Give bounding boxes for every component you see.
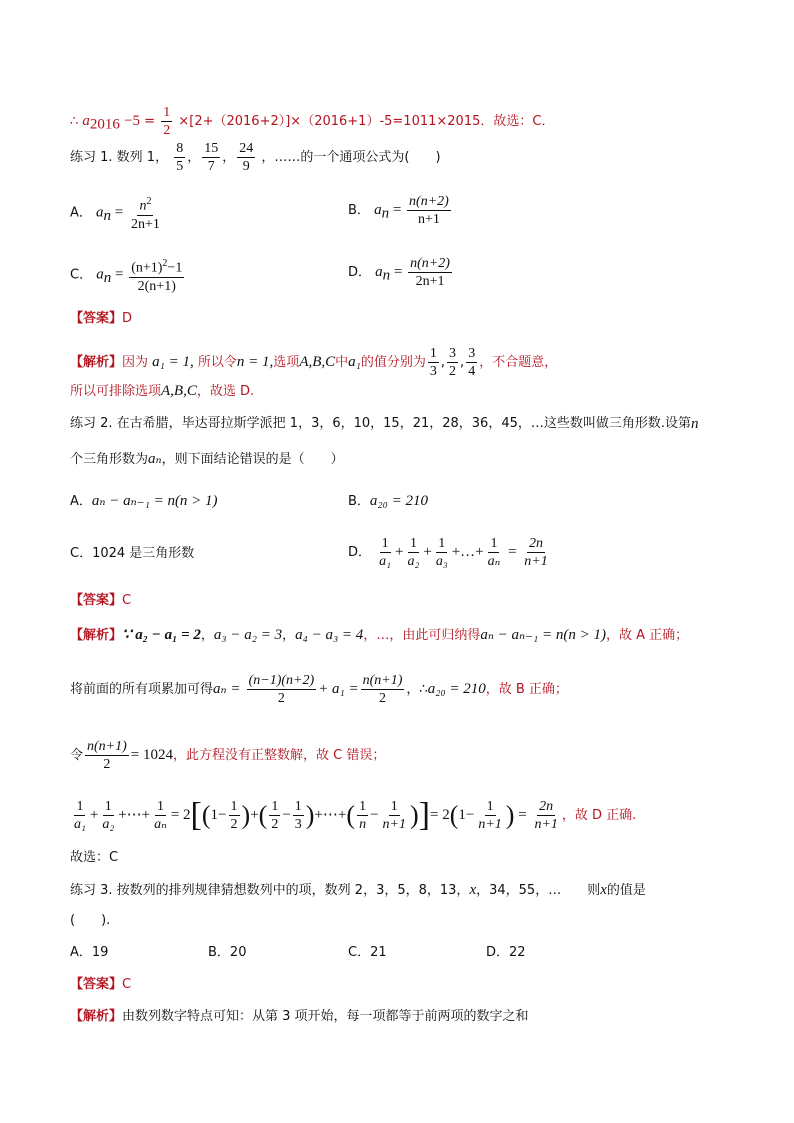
math-minus: −5 bbox=[124, 113, 141, 129]
conclusion-text: ×[2+（2016+2）]×（2016+1）-5=1011×2015．故选：C． bbox=[178, 114, 555, 129]
exercise-3-stem-2: ( ). bbox=[70, 913, 111, 928]
ex2-explanation-2: 将前面的所有项累加可得aₙ = $\frac{(n-1)(n+2)}{2}$ + a₁ = $\frac{n(n+1)}{2}$ ，∴a₂₀ = 210，故 B 正确； bbox=[70, 673, 568, 706]
ex1-option-c: C． $a_n$ = $\frac{(n+1)^2-1}{2(n+1)}$ bbox=[70, 255, 186, 295]
ex1-option-a: A． $a_n$ = $\frac{n^2}{2n+1}$ bbox=[70, 193, 164, 233]
ex2-final: 故选：C bbox=[70, 850, 119, 865]
ex2-explanation-4: $\frac{1}{\text{a₁}}$ + $\frac{1}{\text{a₂}}$ +⋯+ $\frac{1}{\text{aₙ}}$ = 2[(1− $\frac{1}{2}$ )+( $\frac{1}{2}$ − $\frac{1}{3}$ )+⋯+( $\frac{1}{n}$ − $\frac{1}{n+1}$ )]= 2(1− $\frac{1}{n+1}$ ) = $\frac{2n}{n+1}$ ，故 D 正确. bbox=[74, 796, 637, 834]
math-a: a bbox=[82, 113, 90, 129]
seq-fraction: $\frac{15}{7}$ bbox=[204, 141, 219, 174]
exercise-1-stem: 练习 1. 数列 1， $\frac{8}{5}$ ， $\frac{15}{7}$ ， $\frac{24}{9}$ ，……的一个通项公式为( ) bbox=[70, 141, 441, 174]
ex2-explanation-3: 令 $\frac{n(n+1)}{2}$ = 1024，此方程没有正整数解，故 C 错误； bbox=[70, 739, 386, 772]
math-eq: = bbox=[144, 114, 156, 129]
exercise-2-stem-1: 练习 2. 在古希腊，毕达哥拉斯学派把 1，3，6，10，15，21，28，36，45，…这些数叫做三角形数.设第n bbox=[70, 416, 699, 432]
fraction-half: $\frac{1}{2}$ bbox=[163, 105, 171, 138]
ex2-explanation-1: 【解析】∵ a₂ − a₁ = 2，a₃ − a₂ = 3，a₄ − a₃ = 4，…，由此可归纳得aₙ − aₙ₋₁ = n(n > 1)，故 A 正确； bbox=[70, 627, 689, 643]
exercise-2-stem-2: 个三角形数为aₙ，则下面结论错误的是（ ） bbox=[70, 451, 344, 467]
ex3-option-a: A．19 bbox=[70, 945, 109, 960]
ex2-answer: 【答案】C bbox=[70, 593, 132, 608]
ex3-answer: 【答案】C bbox=[70, 977, 132, 992]
ex3-option-c: C．21 bbox=[348, 945, 387, 960]
ex3-option-b: B．20 bbox=[208, 945, 247, 960]
ex2-option-c: C．1024 是三角形数 bbox=[70, 546, 195, 561]
seq-fraction: $\frac{8}{5}$ bbox=[176, 141, 184, 174]
ex1-option-b: B． $a_n$ = $\frac{n(n+2)}{n+1}$ bbox=[348, 194, 449, 227]
exercise-3-stem-1: 练习 3. 按数列的排列规律猜想数列中的项，数列 2，3，5，8，13，x，34，55，… 则x的值是 bbox=[70, 882, 646, 898]
ex3-option-d: D．22 bbox=[486, 945, 526, 960]
ex1-explanation-2: 所以可排除选项A,B,C，故选 D. bbox=[70, 383, 255, 399]
solution-conclusion-line bbox=[70, 104, 554, 139]
ex3-explanation: 【解析】由数列数字特点可知：从第 3 项开始，每一项都等于前两项的数字之和 bbox=[70, 1009, 529, 1024]
ex1-option-d: D． $a_n$ = $\frac{n(n+2)}{2n+1}$ bbox=[348, 256, 450, 289]
ex1-explanation-1: 【解析】因为 a₁ = 1, 所以令n = 1,选项A,B,C中a₁的值分别为 $\frac{1}{3}$ , $\frac{3}{2}$ , $\frac{3}{4}$ ，不合题意， bbox=[70, 346, 558, 379]
ex2-option-a: A．aₙ − aₙ₋₁ = n(n > 1) bbox=[70, 493, 218, 509]
ex2-option-d: D． $\frac{1}{\text{a₁}}$ + $\frac{1}{\text{a₂}}$ + $\frac{1}{\text{a₃}}$ +…+ $\frac{1}{\text{aₙ}}$ = $\frac{2n}{n+1}$ bbox=[348, 536, 548, 569]
ex1-answer: 【答案】D bbox=[70, 311, 133, 326]
math-sub: 2016 bbox=[89, 116, 120, 133]
ex2-option-b: B．a₂₀ = 210 bbox=[348, 493, 428, 509]
seq-fraction: $\frac{24}{9}$ bbox=[239, 141, 254, 174]
therefore-symbol: ∴ bbox=[70, 114, 79, 129]
